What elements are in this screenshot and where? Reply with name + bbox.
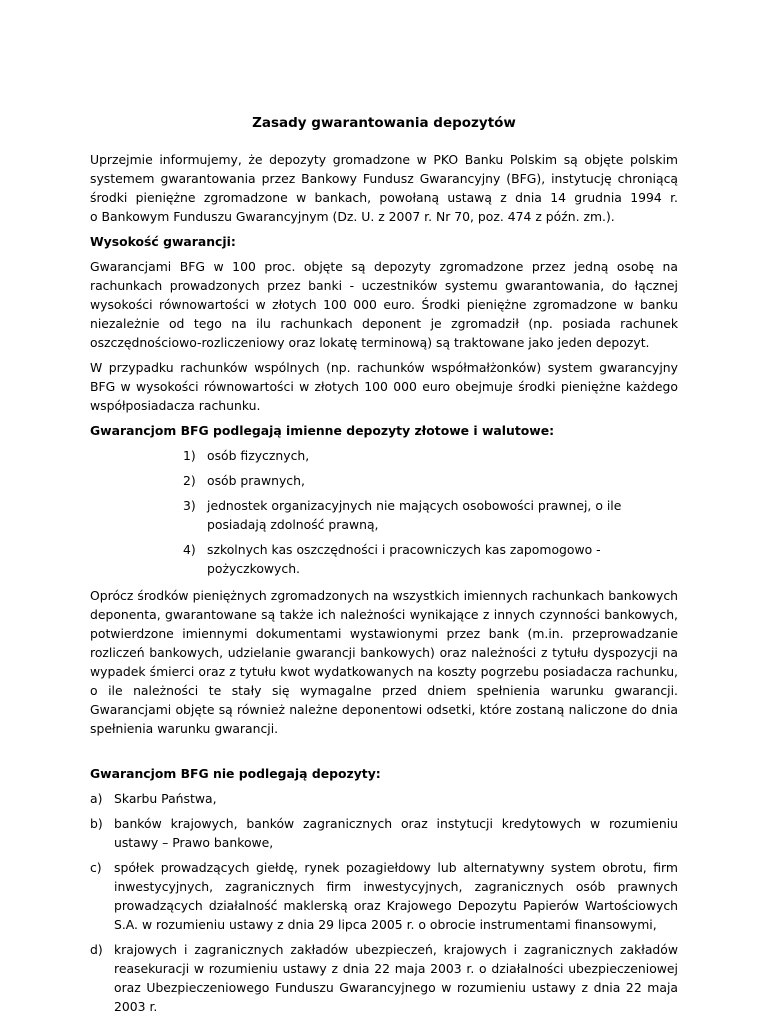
list-item [183, 496, 678, 534]
paragraph-joint-accounts: W przypadku rachunków wspólnych (np. rachunków współmałżonków) system gwarancyjny BFG w wysokości równowartości w złotych 100 000 euro obejmuje środki pieniężne każdego współposiadacza rachunku. [90, 360, 678, 413]
list-item-text: osób prawnych, [207, 473, 305, 488]
list-item-text: jednostek organizacyjnych nie mających osobowości prawnej, o ile posiadają zdolność prawną, [207, 498, 622, 532]
document-body [90, 150, 678, 1022]
list-marker: b) [90, 816, 103, 831]
list-item-text: krajowych i zagranicznych zakładów ubezpieczeń, krajowych i zagranicznych zakładów reasekuracji w rozumieniu ustawy z dnia 22 maja 2003 r. o działalności ubezpieczeniowej oraz Ubezpieczeniowego Funduszu Gwarancyjnego w rozumieniu ustawy z dnia 22 maja 2003 r. [114, 942, 678, 1014]
list-item [90, 858, 678, 934]
heading-amount: Wysokość gwarancji: [90, 234, 236, 249]
list-item [183, 446, 678, 465]
list-marker: d) [90, 942, 103, 957]
paragraph-amount: Gwarancjami BFG w 100 proc. objęte są depozyty zgromadzone przez jedną osobę na rachunkach prowadzonych przez banki - uczestników systemu gwarantowania, do łącznej wysokości równowartości w złotych 100 000 euro. Środki pieniężne zgromadzone w banku niezależnie od tego na ilu rachunkach deponent je zgromadził (np. posiada rachunek oszczędnościowo-rozliczeniowy oraz lokatę terminową) są traktowane jako jeden depozyt. [90, 259, 678, 350]
intro-paragraph [90, 150, 678, 226]
list-item-text: szkolnych kas oszczędności i pracowniczych kas zapomogowo - pożyczkowych. [207, 542, 601, 576]
list-item-text: spółek prowadzących giełdę, rynek pozagiełdowy lub alternatywny system obrotu, firm inwestycyjnych, zagranicznych firm inwestycyjnych, zagranicznych osób prawnych prowadzących działalność maklerską oraz Krajowego Depozytu Papierów Wartościowych S.A. w rozumieniu ustawy z dnia 29 lipca 2005 r. o obrocie instrumentami finansowymi, [114, 860, 678, 932]
list-item [90, 789, 678, 808]
list-marker: 1) [183, 448, 196, 463]
paragraph-other-claims: Oprócz środków pieniężnych zgromadzonych na wszystkich imiennych rachunkach bankowych deponenta, gwarantowane są także ich należności wynikające z innych czynności bankowych, potwierdzone imiennymi dokumentami wystawionymi przez bank (m.in. przeprowadzanie rozliczeń bankowych, udzielanie gwarancji bankowych) oraz należności z tytułu dyspozycji na wypadek śmierci oraz z tytułu kwot wydatkowanych na koszty pogrzebu posiadacza rachunku, o ile należności te stały się wymagalne przed dniem spełnienia warunku gwarancji. Gwarancjami objęte są również należne deponentowi odsetki, które zostaną naliczone do dnia spełnienia warunku gwarancji. [90, 588, 678, 736]
intro-text: Uprzejmie informujemy, że depozyty gromadzone w PKO Banku Polskim są objęte polskim systemem gwarantowania przez Bankowy Fundusz Gwarancyjny (BFG), instytucję chroniącą środki pieniężne zgromadzone w bankach, powołaną ustawą z dnia 14 grudnia 1994 r. [90, 152, 678, 205]
list-item [183, 471, 678, 490]
list-item [90, 940, 678, 1016]
covered-list [90, 446, 678, 578]
list-marker: 2) [183, 473, 196, 488]
intro-text-end: o Bankowym Funduszu Gwarancyjnym (Dz. U. z 2007 r. Nr 70, poz. 474 z późn. zm.). [90, 209, 615, 224]
excluded-list [90, 789, 678, 1016]
list-marker: 3) [183, 498, 196, 513]
list-item [183, 540, 678, 578]
list-item-text: osób fizycznych, [207, 448, 310, 463]
spacer [90, 744, 678, 764]
heading-covered: Gwarancjom BFG podlegają imienne depozyty złotowe i walutowe: [90, 423, 555, 438]
list-marker: 4) [183, 542, 196, 557]
heading-excluded: Gwarancjom BFG nie podlegają depozyty: [90, 766, 381, 781]
list-item-text: banków krajowych, banków zagranicznych oraz instytucji kredytowych w rozumieniu ustawy – Prawo bankowe, [114, 816, 678, 850]
list-item-text: Skarbu Państwa, [114, 791, 217, 806]
list-item [90, 814, 678, 852]
list-marker: a) [90, 791, 103, 806]
list-marker: c) [90, 860, 102, 875]
document-title: Zasady gwarantowania depozytów [252, 115, 516, 131]
